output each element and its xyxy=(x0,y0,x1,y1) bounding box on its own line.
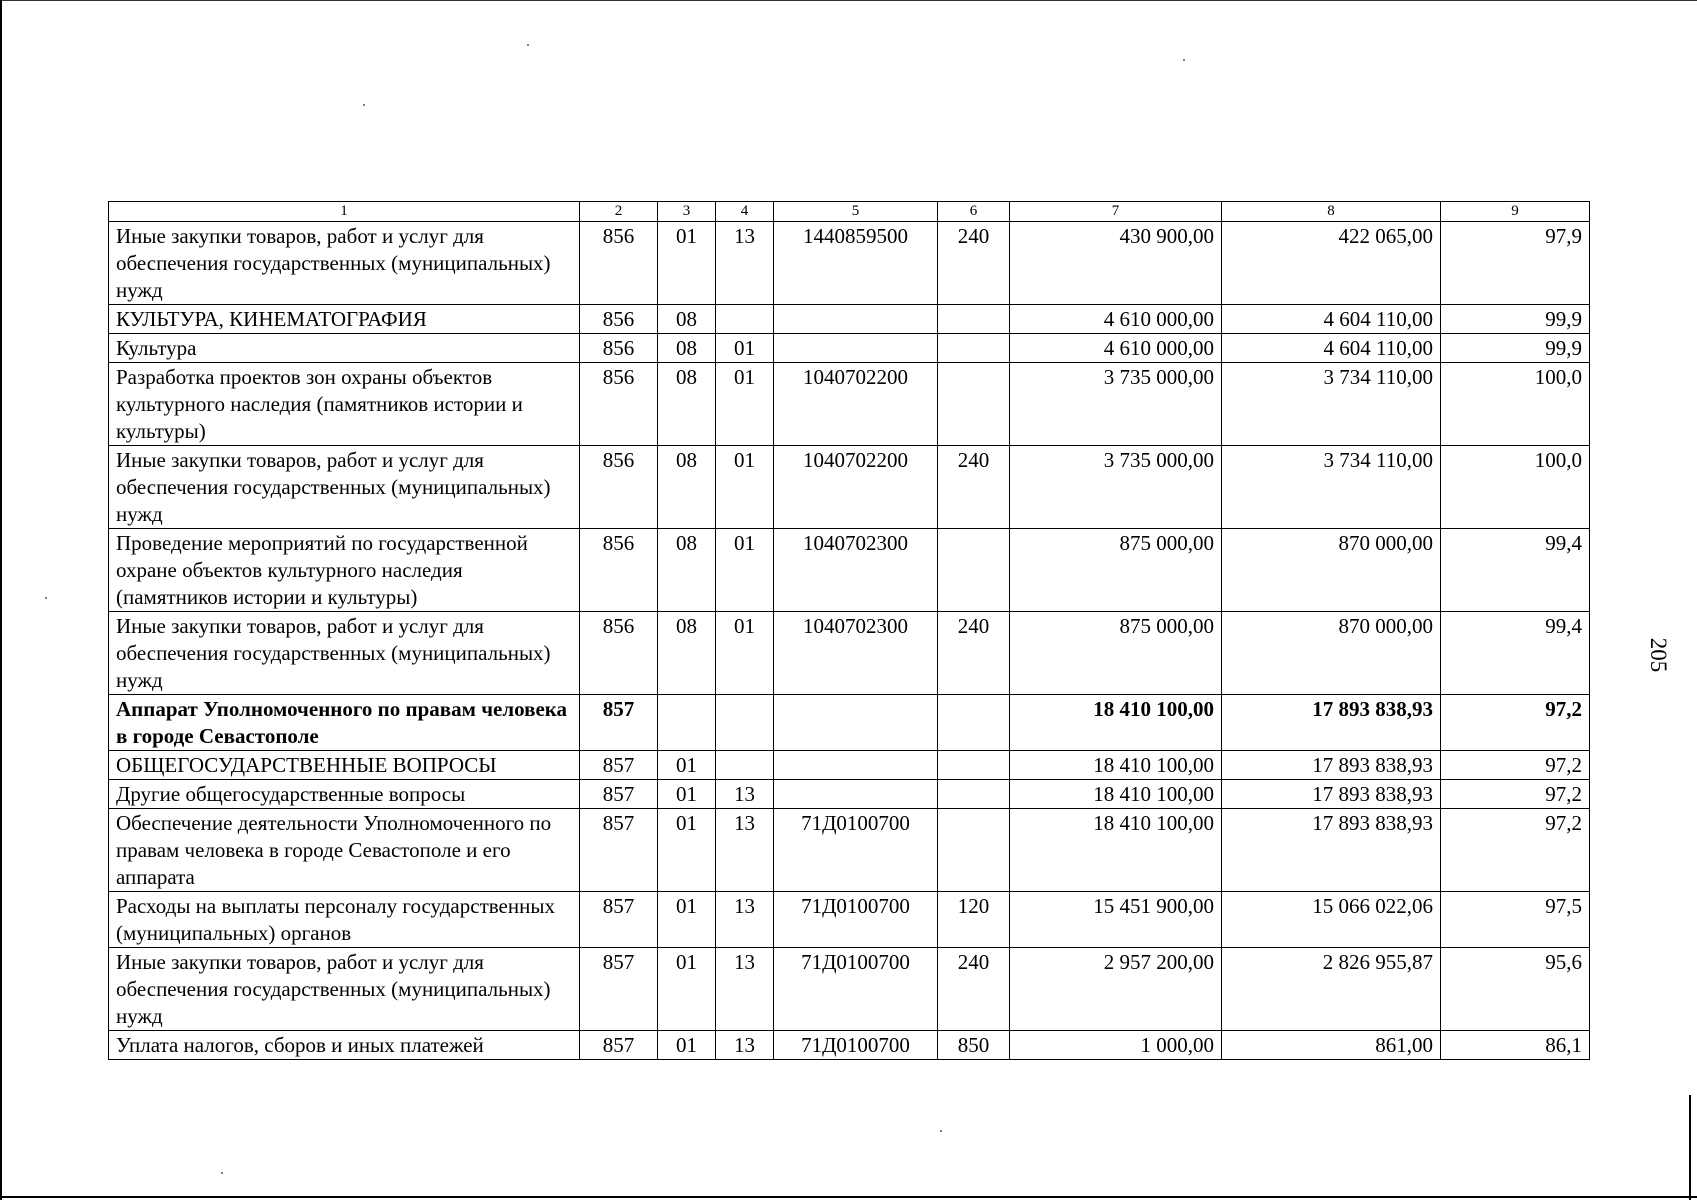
execution-percent-cell: 99,4 xyxy=(1441,529,1590,612)
table-row xyxy=(109,363,1590,446)
expense-type-cell xyxy=(938,780,1010,809)
table-row xyxy=(109,1031,1590,1060)
section-code-cell: 01 xyxy=(658,780,716,809)
subsection-code-cell: 01 xyxy=(716,363,774,446)
planned-amount-cell: 1 000,00 xyxy=(1010,1031,1222,1060)
scan-speckle xyxy=(1183,59,1185,61)
row-name-cell: Расходы на выплаты персоналу государственных (муниципальных) органов xyxy=(109,892,580,948)
column-number: 2 xyxy=(580,202,658,222)
expense-type-cell: 850 xyxy=(938,1031,1010,1060)
scan-edge-right xyxy=(1689,1095,1691,1200)
ministry-code-cell: 857 xyxy=(580,780,658,809)
section-code-cell: 01 xyxy=(658,892,716,948)
budget-table-body xyxy=(109,202,1590,1060)
ministry-code-cell: 856 xyxy=(580,612,658,695)
expense-type-cell: 240 xyxy=(938,612,1010,695)
expense-type-cell: 240 xyxy=(938,948,1010,1031)
ministry-code-cell: 856 xyxy=(580,222,658,305)
target-article-cell: 1040702200 xyxy=(774,446,938,529)
target-article-cell: 71Д0100700 xyxy=(774,892,938,948)
planned-amount-cell: 430 900,00 xyxy=(1010,222,1222,305)
target-article-cell: 1440859500 xyxy=(774,222,938,305)
expense-type-cell xyxy=(938,695,1010,751)
planned-amount-cell: 3 735 000,00 xyxy=(1010,446,1222,529)
subsection-code-cell: 13 xyxy=(716,892,774,948)
execution-percent-cell: 97,9 xyxy=(1441,222,1590,305)
subsection-code-cell: 01 xyxy=(716,334,774,363)
expense-type-cell xyxy=(938,809,1010,892)
execution-percent-cell: 99,4 xyxy=(1441,612,1590,695)
column-number: 6 xyxy=(938,202,1010,222)
section-code-cell: 08 xyxy=(658,529,716,612)
scan-edge-bottom xyxy=(0,1196,1697,1198)
row-name-cell: Уплата налогов, сборов и иных платежей xyxy=(109,1031,580,1060)
table-row xyxy=(109,612,1590,695)
planned-amount-cell: 18 410 100,00 xyxy=(1010,809,1222,892)
table-row xyxy=(109,446,1590,529)
executed-amount-cell: 17 893 838,93 xyxy=(1222,695,1441,751)
target-article-cell: 71Д0100700 xyxy=(774,1031,938,1060)
table-row xyxy=(109,751,1590,780)
table-row xyxy=(109,529,1590,612)
executed-amount-cell: 3 734 110,00 xyxy=(1222,363,1441,446)
execution-percent-cell: 100,0 xyxy=(1441,363,1590,446)
row-name-cell: Культура xyxy=(109,334,580,363)
execution-percent-cell: 97,2 xyxy=(1441,695,1590,751)
subsection-code-cell: 13 xyxy=(716,780,774,809)
scan-speckle xyxy=(221,1172,223,1174)
section-code-cell: 01 xyxy=(658,1031,716,1060)
target-article-cell: 71Д0100700 xyxy=(774,948,938,1031)
target-article-cell: 1040702300 xyxy=(774,529,938,612)
planned-amount-cell: 875 000,00 xyxy=(1010,612,1222,695)
execution-percent-cell: 86,1 xyxy=(1441,1031,1590,1060)
column-number: 7 xyxy=(1010,202,1222,222)
ministry-code-cell: 857 xyxy=(580,809,658,892)
target-article-cell xyxy=(774,305,938,334)
ministry-code-cell: 856 xyxy=(580,363,658,446)
subsection-code-cell xyxy=(716,305,774,334)
section-code-cell: 08 xyxy=(658,305,716,334)
ministry-code-cell: 856 xyxy=(580,334,658,363)
expense-type-cell xyxy=(938,363,1010,446)
table-row xyxy=(109,695,1590,751)
table-row xyxy=(109,780,1590,809)
ministry-code-cell: 857 xyxy=(580,948,658,1031)
table-row xyxy=(109,222,1590,305)
ministry-code-cell: 857 xyxy=(580,695,658,751)
row-name-cell: Обеспечение деятельности Уполномоченного по правам человека в городе Севастополе и его аппарата xyxy=(109,809,580,892)
section-code-cell: 08 xyxy=(658,334,716,363)
subsection-code-cell: 01 xyxy=(716,529,774,612)
planned-amount-cell: 15 451 900,00 xyxy=(1010,892,1222,948)
executed-amount-cell: 17 893 838,93 xyxy=(1222,751,1441,780)
row-name-cell: Аппарат Уполномоченного по правам человека в городе Севастополе xyxy=(109,695,580,751)
row-name-cell: Разработка проектов зон охраны объектов культурного наследия (памятников истории и культуры) xyxy=(109,363,580,446)
ministry-code-cell: 857 xyxy=(580,1031,658,1060)
executed-amount-cell: 422 065,00 xyxy=(1222,222,1441,305)
target-article-cell: 71Д0100700 xyxy=(774,809,938,892)
planned-amount-cell: 18 410 100,00 xyxy=(1010,780,1222,809)
execution-percent-cell: 97,2 xyxy=(1441,751,1590,780)
expense-type-cell xyxy=(938,751,1010,780)
scan-speckle xyxy=(527,44,529,46)
section-code-cell: 01 xyxy=(658,809,716,892)
target-article-cell xyxy=(774,780,938,809)
planned-amount-cell: 18 410 100,00 xyxy=(1010,751,1222,780)
column-number: 5 xyxy=(774,202,938,222)
row-name-cell: ОБЩЕГОСУДАРСТВЕННЫЕ ВОПРОСЫ xyxy=(109,751,580,780)
section-code-cell: 08 xyxy=(658,446,716,529)
column-number: 3 xyxy=(658,202,716,222)
ministry-code-cell: 856 xyxy=(580,446,658,529)
executed-amount-cell: 861,00 xyxy=(1222,1031,1441,1060)
row-name-cell: Другие общегосударственные вопросы xyxy=(109,780,580,809)
subsection-code-cell xyxy=(716,751,774,780)
expense-type-cell xyxy=(938,305,1010,334)
executed-amount-cell: 4 604 110,00 xyxy=(1222,334,1441,363)
page-number: 205 xyxy=(1646,637,1671,673)
subsection-code-cell: 01 xyxy=(716,612,774,695)
row-name-cell: Иные закупки товаров, работ и услуг для обеспечения государственных (муниципальных) нужд xyxy=(109,948,580,1031)
execution-percent-cell: 95,6 xyxy=(1441,948,1590,1031)
column-number: 4 xyxy=(716,202,774,222)
target-article-cell: 1040702200 xyxy=(774,363,938,446)
section-code-cell: 08 xyxy=(658,363,716,446)
execution-percent-cell: 97,5 xyxy=(1441,892,1590,948)
row-name-cell: Иные закупки товаров, работ и услуг для обеспечения государственных (муниципальных) нужд xyxy=(109,222,580,305)
scan-edge-left xyxy=(0,0,2,1200)
scan-speckle xyxy=(940,1130,942,1132)
executed-amount-cell: 2 826 955,87 xyxy=(1222,948,1441,1031)
target-article-cell: 1040702300 xyxy=(774,612,938,695)
executed-amount-cell: 870 000,00 xyxy=(1222,529,1441,612)
subsection-code-cell xyxy=(716,695,774,751)
executed-amount-cell: 4 604 110,00 xyxy=(1222,305,1441,334)
table-row xyxy=(109,305,1590,334)
target-article-cell xyxy=(774,751,938,780)
executed-amount-cell: 17 893 838,93 xyxy=(1222,809,1441,892)
table-row xyxy=(109,809,1590,892)
section-code-cell: 01 xyxy=(658,222,716,305)
executed-amount-cell: 870 000,00 xyxy=(1222,612,1441,695)
column-number: 9 xyxy=(1441,202,1590,222)
execution-percent-cell: 100,0 xyxy=(1441,446,1590,529)
executed-amount-cell: 15 066 022,06 xyxy=(1222,892,1441,948)
scan-speckle xyxy=(363,104,365,106)
budget-table xyxy=(108,201,1590,1060)
target-article-cell xyxy=(774,334,938,363)
table-row xyxy=(109,948,1590,1031)
execution-percent-cell: 97,2 xyxy=(1441,809,1590,892)
table-row xyxy=(109,892,1590,948)
ministry-code-cell: 856 xyxy=(580,529,658,612)
section-code-cell: 01 xyxy=(658,751,716,780)
section-code-cell: 08 xyxy=(658,612,716,695)
ministry-code-cell: 857 xyxy=(580,892,658,948)
expense-type-cell: 120 xyxy=(938,892,1010,948)
planned-amount-cell: 2 957 200,00 xyxy=(1010,948,1222,1031)
planned-amount-cell: 3 735 000,00 xyxy=(1010,363,1222,446)
scan-edge-top xyxy=(0,0,1697,1)
planned-amount-cell: 875 000,00 xyxy=(1010,529,1222,612)
column-number-row xyxy=(109,202,1590,222)
column-number: 8 xyxy=(1222,202,1441,222)
ministry-code-cell: 856 xyxy=(580,305,658,334)
row-name-cell: Проведение мероприятий по государственной охране объектов культурного наследия (памятников истории и культуры) xyxy=(109,529,580,612)
execution-percent-cell: 97,2 xyxy=(1441,780,1590,809)
subsection-code-cell: 13 xyxy=(716,809,774,892)
planned-amount-cell: 4 610 000,00 xyxy=(1010,334,1222,363)
target-article-cell xyxy=(774,695,938,751)
column-number: 1 xyxy=(109,202,580,222)
subsection-code-cell: 01 xyxy=(716,446,774,529)
subsection-code-cell: 13 xyxy=(716,948,774,1031)
planned-amount-cell: 18 410 100,00 xyxy=(1010,695,1222,751)
row-name-cell: Иные закупки товаров, работ и услуг для обеспечения государственных (муниципальных) нужд xyxy=(109,446,580,529)
row-name-cell: КУЛЬТУРА, КИНЕМАТОГРАФИЯ xyxy=(109,305,580,334)
expense-type-cell xyxy=(938,529,1010,612)
execution-percent-cell: 99,9 xyxy=(1441,334,1590,363)
row-name-cell: Иные закупки товаров, работ и услуг для обеспечения государственных (муниципальных) нужд xyxy=(109,612,580,695)
subsection-code-cell: 13 xyxy=(716,222,774,305)
execution-percent-cell: 99,9 xyxy=(1441,305,1590,334)
subsection-code-cell: 13 xyxy=(716,1031,774,1060)
scan-speckle xyxy=(45,597,47,599)
expense-type-cell: 240 xyxy=(938,446,1010,529)
expense-type-cell: 240 xyxy=(938,222,1010,305)
executed-amount-cell: 17 893 838,93 xyxy=(1222,780,1441,809)
expense-type-cell xyxy=(938,334,1010,363)
section-code-cell: 01 xyxy=(658,948,716,1031)
section-code-cell xyxy=(658,695,716,751)
planned-amount-cell: 4 610 000,00 xyxy=(1010,305,1222,334)
table-row xyxy=(109,334,1590,363)
executed-amount-cell: 3 734 110,00 xyxy=(1222,446,1441,529)
ministry-code-cell: 857 xyxy=(580,751,658,780)
